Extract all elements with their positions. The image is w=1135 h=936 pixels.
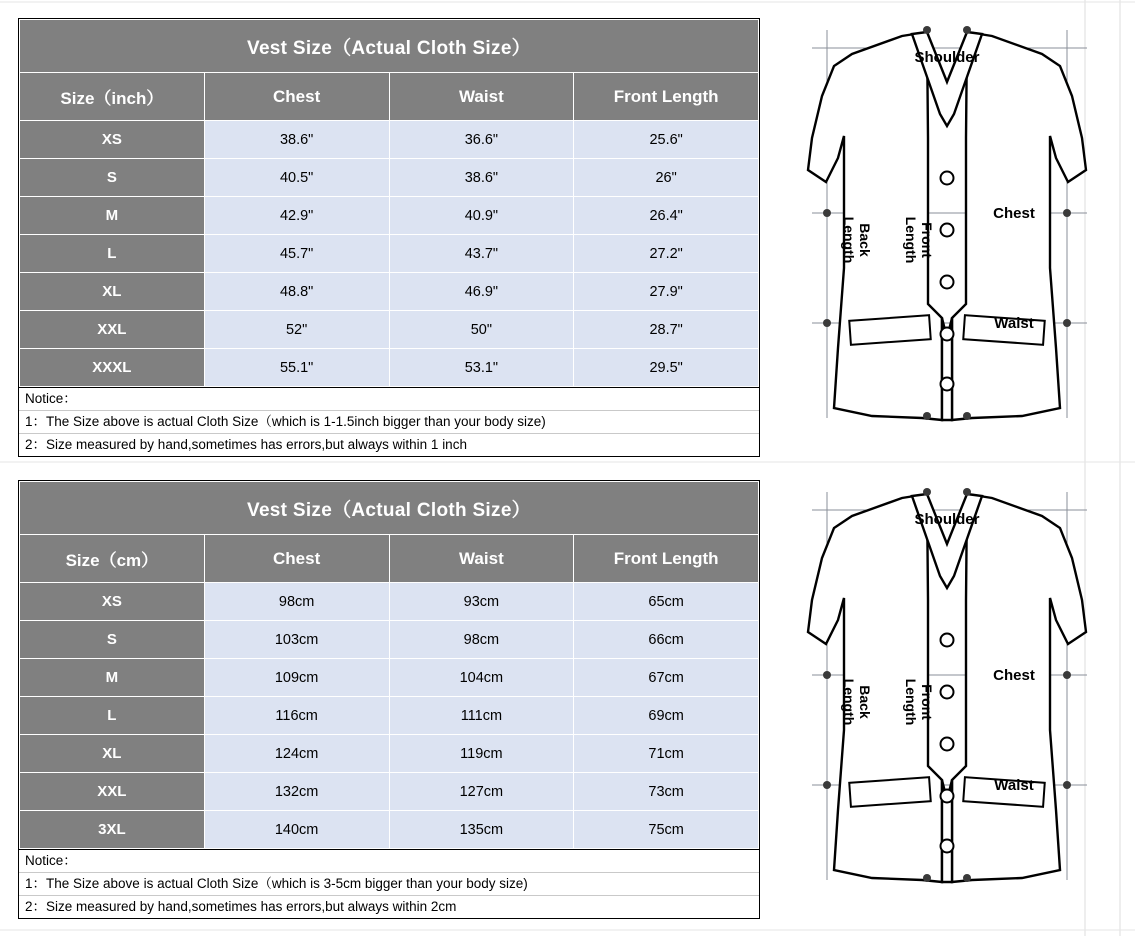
cell-chest: 52"	[204, 311, 389, 349]
cell-chest: 45.7"	[204, 235, 389, 273]
vest-illustration	[782, 18, 1112, 448]
notice-title: Notice：	[19, 850, 759, 873]
table-row	[20, 773, 759, 811]
notice-line-2: 2：Size measured by hand,sometimes has errors,but always within 1 inch	[25, 437, 467, 452]
header-chest: Chest	[204, 73, 389, 121]
row-label: XS	[20, 121, 205, 159]
cell-front-length: 66cm	[574, 621, 759, 659]
label-front-length: Length	[903, 678, 919, 726]
table-row	[20, 311, 759, 349]
table-title-row	[20, 20, 759, 73]
cell-chest: 132cm	[204, 773, 389, 811]
label-shoulder: Shoulder	[914, 511, 980, 528]
row-label: S	[20, 621, 205, 659]
cell-front-length: 71cm	[574, 735, 759, 773]
size-block-cm	[18, 480, 1112, 919]
table-row	[20, 235, 759, 273]
label-back: Back	[857, 223, 873, 257]
cell-waist: 98cm	[389, 621, 574, 659]
header-front-length: Front Length	[574, 535, 759, 583]
row-label: XXXL	[20, 349, 205, 387]
notice-block	[19, 387, 759, 456]
label-waist: Waist	[994, 315, 1034, 332]
notice-line-2: 2：Size measured by hand,sometimes has errors,but always within 2cm	[25, 899, 457, 914]
label-chest: Chest	[993, 667, 1035, 684]
vest-illustration	[782, 480, 1112, 910]
header-front-length: Front Length	[574, 73, 759, 121]
table-row	[20, 659, 759, 697]
table-title: Vest Size（Actual Cloth Size）	[20, 482, 759, 535]
cell-chest: 103cm	[204, 621, 389, 659]
table-header-row	[20, 73, 759, 121]
cell-front-length: 73cm	[574, 773, 759, 811]
cell-waist: 43.7"	[389, 235, 574, 273]
cell-front-length: 75cm	[574, 811, 759, 849]
label-back: Back	[857, 685, 873, 719]
cell-chest: 55.1"	[204, 349, 389, 387]
table-row	[20, 621, 759, 659]
cell-front-length: 29.5"	[574, 349, 759, 387]
cell-front-length: 27.9"	[574, 273, 759, 311]
size-table-cm-wrapper	[18, 480, 760, 919]
row-label: XL	[20, 273, 205, 311]
table-row	[20, 197, 759, 235]
table-header-row	[20, 535, 759, 583]
table-row	[20, 349, 759, 387]
cell-waist: 38.6"	[389, 159, 574, 197]
label-shoulder: Shoulder	[914, 49, 980, 66]
row-label: L	[20, 697, 205, 735]
table-row	[20, 583, 759, 621]
cell-waist: 127cm	[389, 773, 574, 811]
cell-front-length: 25.6"	[574, 121, 759, 159]
label-front: Front	[919, 684, 935, 720]
label-front-length: Length	[903, 216, 919, 264]
cell-waist: 111cm	[389, 697, 574, 735]
cell-waist: 53.1"	[389, 349, 574, 387]
table-row	[20, 735, 759, 773]
cell-waist: 119cm	[389, 735, 574, 773]
cell-front-length: 67cm	[574, 659, 759, 697]
row-label: XL	[20, 735, 205, 773]
cell-chest: 42.9"	[204, 197, 389, 235]
notice-title: Notice：	[19, 388, 759, 411]
label-chest: Chest	[993, 205, 1035, 222]
cell-front-length: 26.4"	[574, 197, 759, 235]
table-title: Vest Size（Actual Cloth Size）	[20, 20, 759, 73]
label-front: Front	[919, 222, 935, 258]
size-table-inch	[19, 19, 759, 387]
header-chest: Chest	[204, 535, 389, 583]
cell-waist: 40.9"	[389, 197, 574, 235]
table-row	[20, 811, 759, 849]
cell-waist: 93cm	[389, 583, 574, 621]
size-table-inch-wrapper	[18, 18, 760, 457]
label-back-length: Length	[841, 216, 857, 264]
cell-front-length: 65cm	[574, 583, 759, 621]
vest-diagram-cm	[782, 480, 1112, 910]
header-waist: Waist	[389, 535, 574, 583]
cell-front-length: 69cm	[574, 697, 759, 735]
cell-chest: 98cm	[204, 583, 389, 621]
label-back-length: Length	[841, 678, 857, 726]
cell-front-length: 28.7"	[574, 311, 759, 349]
label-waist: Waist	[994, 777, 1034, 794]
notice-line-1: 1：The Size above is actual Cloth Size（which is 1-1.5inch bigger than your body size)	[19, 411, 759, 434]
cell-chest: 116cm	[204, 697, 389, 735]
cell-chest: 140cm	[204, 811, 389, 849]
cell-chest: 38.6"	[204, 121, 389, 159]
table-title-row	[20, 482, 759, 535]
cell-waist: 135cm	[389, 811, 574, 849]
row-label: M	[20, 659, 205, 697]
notice-block	[19, 849, 759, 918]
header-waist: Waist	[389, 73, 574, 121]
table-row	[20, 121, 759, 159]
table-row	[20, 159, 759, 197]
row-label: 3XL	[20, 811, 205, 849]
row-label: XXL	[20, 311, 205, 349]
row-label: M	[20, 197, 205, 235]
notice-line-1: 1：The Size above is actual Cloth Size（which is 3-5cm bigger than your body size)	[19, 873, 759, 896]
cell-waist: 36.6"	[389, 121, 574, 159]
vest-diagram-inch	[782, 18, 1112, 448]
cell-waist: 104cm	[389, 659, 574, 697]
row-label: L	[20, 235, 205, 273]
row-label: S	[20, 159, 205, 197]
table-row	[20, 273, 759, 311]
header-size: Size（cm）	[20, 535, 205, 583]
table-row	[20, 697, 759, 735]
cell-waist: 50"	[389, 311, 574, 349]
cell-chest: 40.5"	[204, 159, 389, 197]
cell-front-length: 26"	[574, 159, 759, 197]
cell-chest: 109cm	[204, 659, 389, 697]
cell-waist: 46.9"	[389, 273, 574, 311]
row-label: XS	[20, 583, 205, 621]
size-block-inch	[18, 18, 1112, 457]
cell-chest: 124cm	[204, 735, 389, 773]
size-table-cm	[19, 481, 759, 849]
cell-chest: 48.8"	[204, 273, 389, 311]
header-size: Size（inch）	[20, 73, 205, 121]
row-label: XXL	[20, 773, 205, 811]
cell-front-length: 27.2"	[574, 235, 759, 273]
